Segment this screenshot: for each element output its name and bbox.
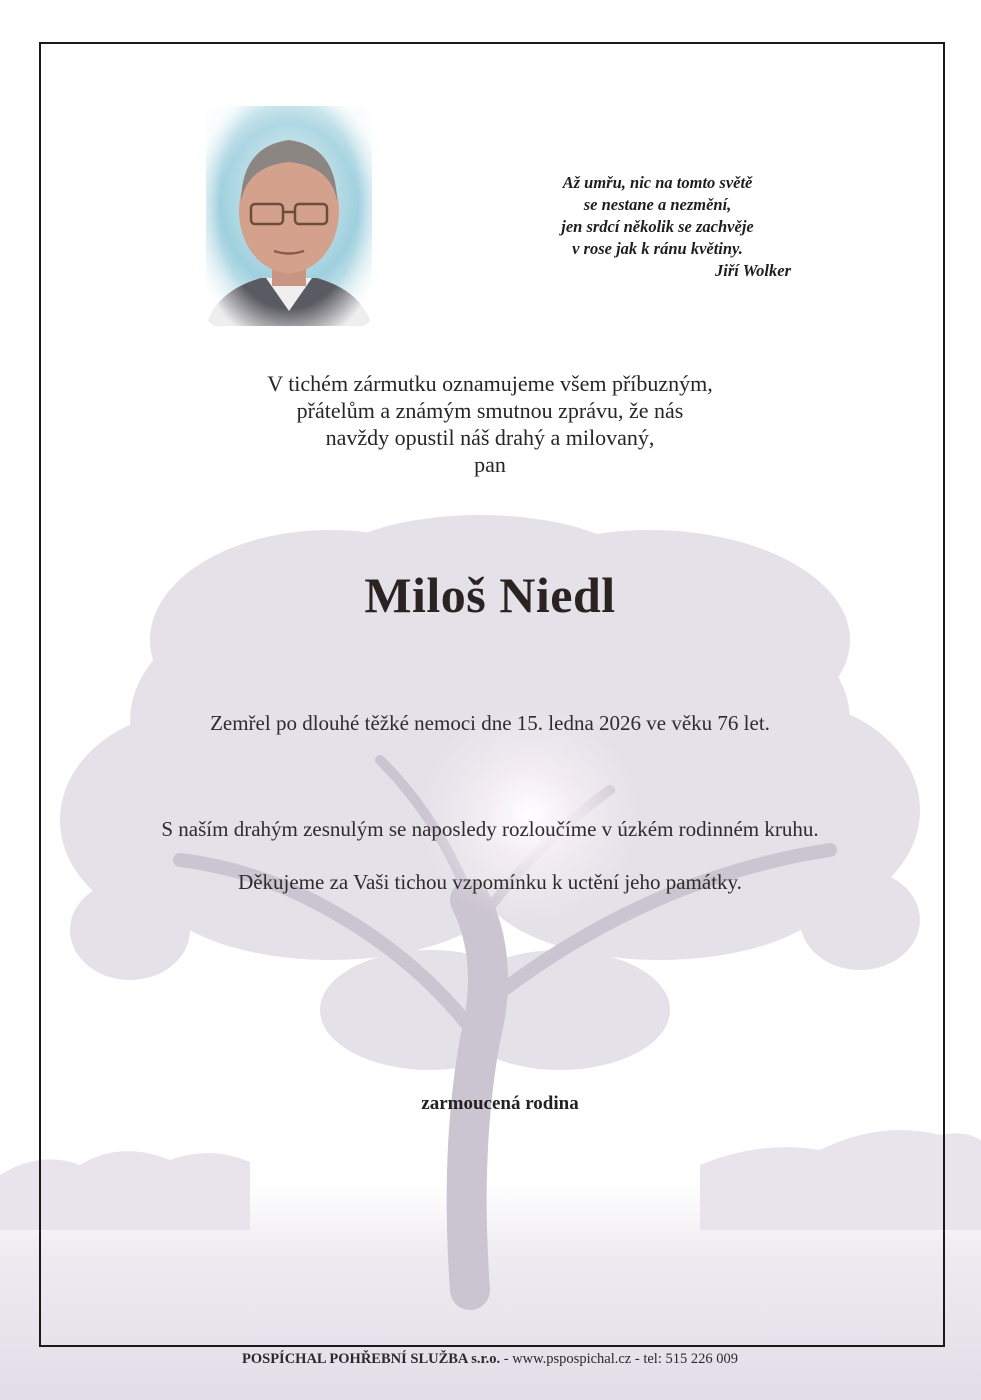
thanks-notice: Děkujeme za Vaši tichou vzpomínku k uctění jeho památky. [238,870,742,894]
quote-line: se nestane a nezmění, [583,195,732,214]
notice-border [39,42,945,1347]
poem-quote [520,172,795,282]
quote-line: v rose jak k ránu květiny. [572,239,743,258]
deceased-name: Miloš Niedl [364,567,616,623]
funeral-service-footer [80,1351,900,1368]
announcement-line: V tichém zármutku oznamujeme všem příbuzným, [267,371,713,396]
family-signature: zarmoucená rodina [421,1093,579,1114]
farewell-notice: S naším drahým zesnulým se naposledy rozloučíme v úzkém rodinném kruhu. [161,817,819,841]
footer-company: POSPÍCHAL POHŘEBNÍ SLUŽBA s.r.o. [242,1351,501,1367]
announcement-text [190,370,790,478]
footer-contact: - www.pspospichal.cz - tel: 515 226 009 [500,1351,738,1367]
death-notice: Zemřel po dlouhé těžké nemoci dne 15. ledna 2026 ve věku 76 let. [210,711,770,735]
announcement-line: navždy opustil náš drahý a milovaný, [325,425,655,450]
portrait-photo [206,106,372,326]
quote-author: Jiří Wolker [715,261,791,280]
announcement-line: přátelům a známým smutnou zprávu, že nás [296,398,684,423]
quote-line: Až umřu, nic na tomto světě [562,173,753,192]
announcement-line: pan [474,452,506,477]
quote-line: jen srdcí několik se zachvěje [561,217,754,236]
